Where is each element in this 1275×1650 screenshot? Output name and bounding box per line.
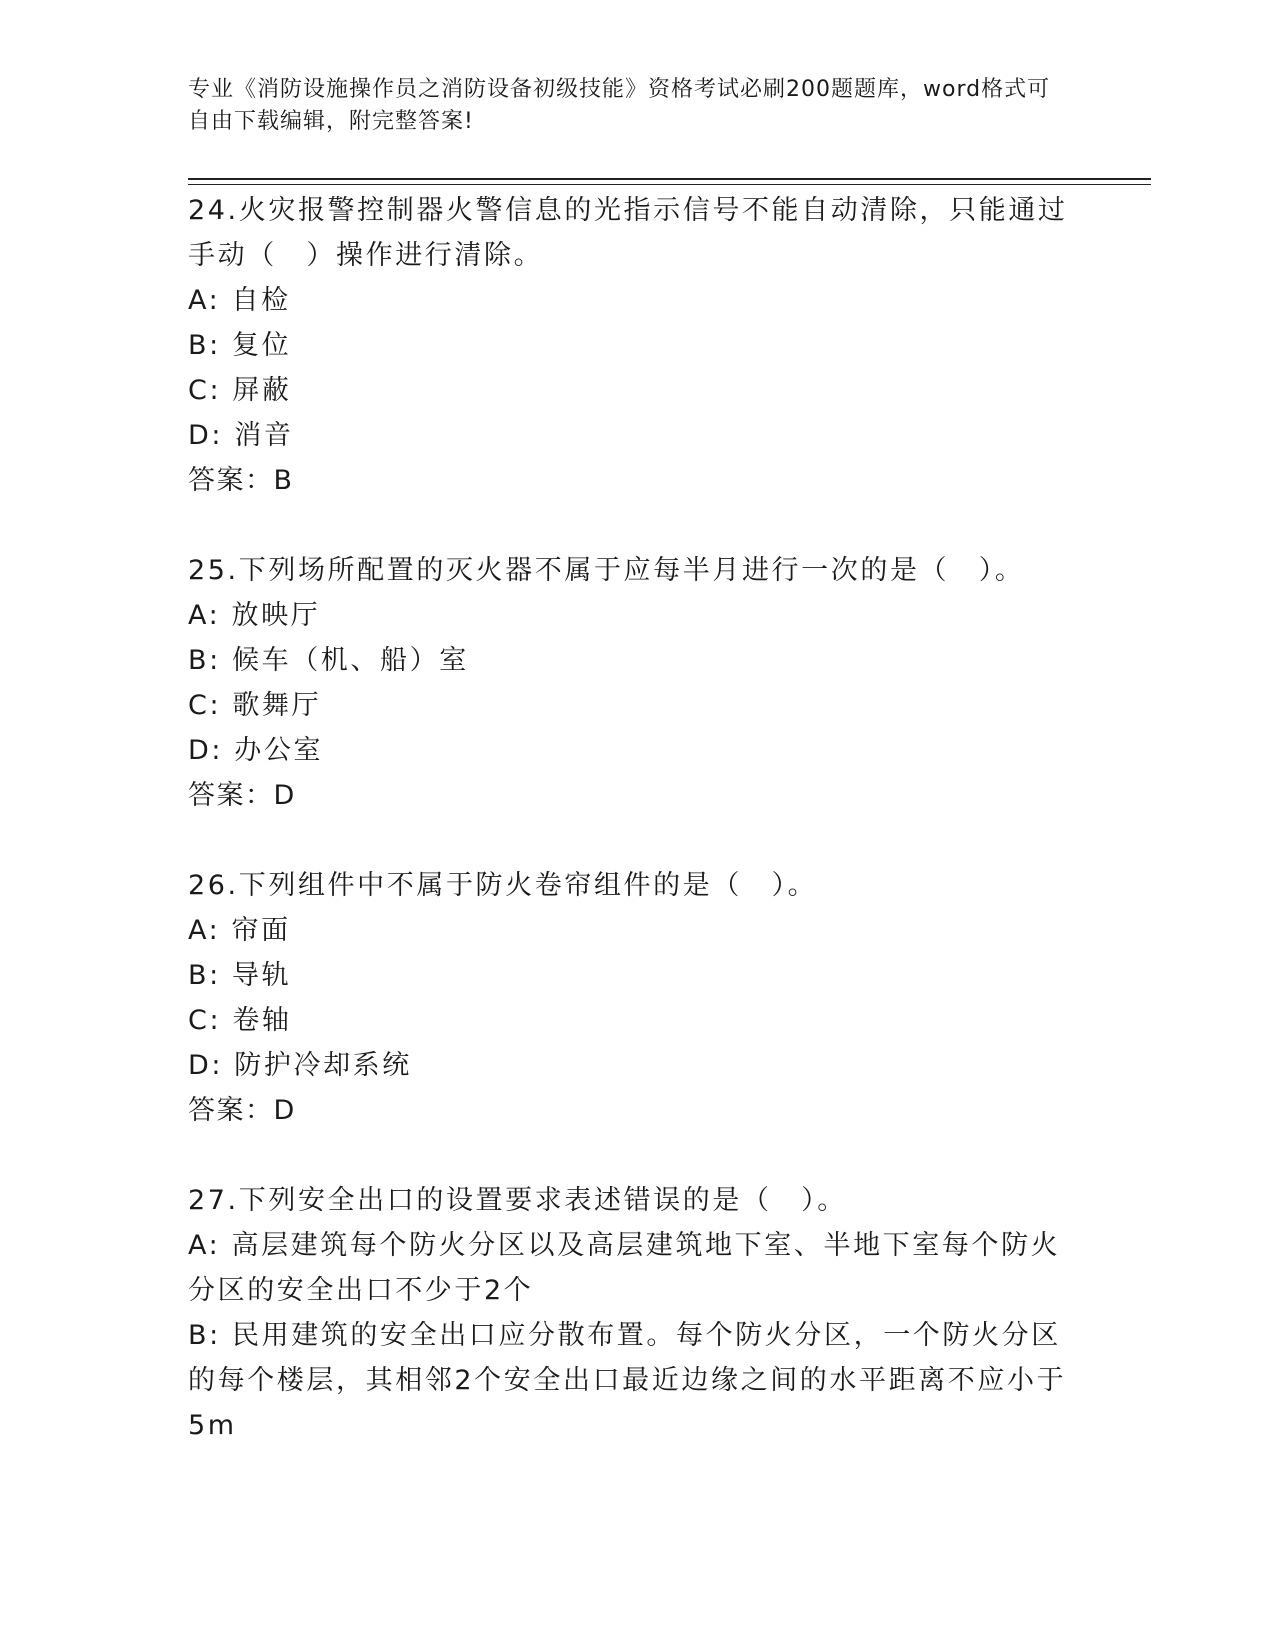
answer-label: 答案：B [188, 465, 294, 496]
option-a: A: 高层建筑每个防火分区以及高层建筑地下室、半地下室每个防火分区的安全出口不少于2个 [188, 1230, 1061, 1306]
option-a: A: 帘面 [188, 915, 291, 946]
option-c: C: 歌舞厅 [188, 690, 322, 721]
header-divider-thin [188, 184, 1151, 185]
option-d: D: 办公室 [188, 735, 324, 766]
option-c: C: 卷轴 [188, 1005, 292, 1036]
question-list [188, 188, 1088, 1493]
option-a: A: 放映厅 [188, 600, 321, 631]
header-divider-thick [188, 178, 1151, 180]
option-b: B: 导轨 [188, 960, 292, 991]
question-text: 26.下列组件中不属于防火卷帘组件的是（ ）。 [188, 870, 818, 901]
question-25 [188, 548, 1088, 818]
question-26 [188, 863, 1088, 1133]
question-text: 27.下列安全出口的设置要求表述错误的是（ ）。 [188, 1185, 847, 1216]
question-24 [188, 188, 1088, 503]
document-header: 专业《消防设施操作员之消防设备初级技能》资格考试必刷200题题库，word格式可自由下载编辑，附完整答案! [188, 77, 1051, 134]
answer-label: 答案：D [188, 780, 296, 811]
option-d: D: 消音 [188, 420, 294, 451]
option-c: C: 屏蔽 [188, 375, 292, 406]
question-text: 24.火灾报警控制器火警信息的光指示信号不能自动清除，只能通过手动（ ）操作进行清除。 [188, 195, 1068, 271]
question-text: 25.下列场所配置的灭火器不属于应每半月进行一次的是（ ）。 [188, 555, 1025, 586]
answer-label: 答案：D [188, 1095, 296, 1126]
option-d: D: 防护冷却系统 [188, 1050, 412, 1081]
option-b: B: 候车（机、船）室 [188, 645, 469, 676]
option-a: A: 自检 [188, 285, 291, 316]
option-b: B: 复位 [188, 330, 292, 361]
option-b: B: 民用建筑的安全出口应分散布置。每个防火分区，一个防火分区的每个楼层，其相邻2个安全出口最近边缘之间的水平距离不应小于5m [188, 1320, 1067, 1441]
question-27 [188, 1178, 1088, 1448]
